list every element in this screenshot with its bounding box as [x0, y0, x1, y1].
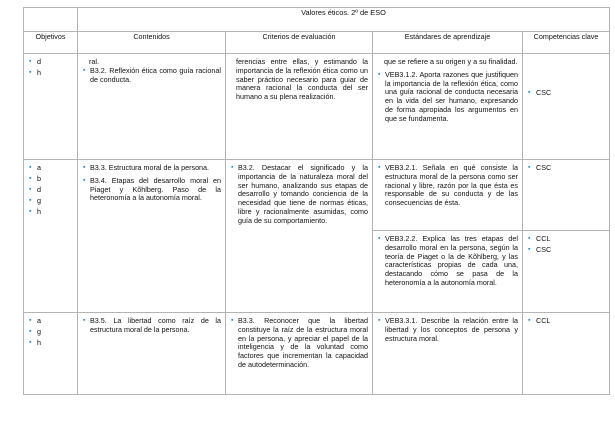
- bullet-icon: ▪: [528, 246, 531, 253]
- competencias-cell: [523, 231, 610, 313]
- estandares-cell: [373, 54, 523, 160]
- bullet-icon: ▪: [528, 164, 531, 171]
- bullet-icon: ▪: [83, 164, 86, 171]
- list-item: ▪ VEB3.2.1. Señala en qué consiste la estructura moral de la persona como ser racional y libre, razón por la que ésta es responsable de su conducta y de las consecuencias de ésta.: [378, 163, 518, 208]
- contenidos-cell: [78, 160, 226, 313]
- bullet-icon: ▪: [83, 317, 86, 324]
- list-item: ▪ B3.2. Destacar el significado y la importancia de la naturaleza moral del ser humano, analizando sus etapas de desarrollo y tomando conciencia de la necesidad que tiene de normas éticas, libre y racionalmente asumidas, como guía de su comportamiento.: [231, 163, 368, 225]
- bullet-icon: ▪: [231, 317, 234, 324]
- bullet-icon: ▪: [378, 317, 381, 324]
- competencias-cell: [523, 313, 610, 395]
- criterio-text: ferencias entre ellas, y estimando la importancia de la reflexión ética como un saber práctico necesario para guiar de manera racional la conducta del ser humano a su plena realización.: [236, 57, 368, 102]
- criterios-cell: [226, 54, 373, 160]
- list-item: ▪ a: [29, 163, 41, 172]
- list-item: ▪ CSC: [528, 163, 552, 172]
- criterios-cell: [226, 313, 373, 395]
- bullet-icon: ▪: [378, 164, 381, 171]
- list-item: ▪ b: [29, 174, 41, 183]
- competencias-cell: [523, 160, 610, 231]
- estandares-cell: [373, 313, 523, 395]
- header-estandares: Estándares de aprendizaje: [373, 32, 523, 54]
- list-item: ▪ B3.2. Reflexión ética como guía racional de conducta.: [83, 65, 221, 84]
- bullet-icon: ▪: [29, 208, 32, 215]
- bullet-icon: ▪: [29, 197, 32, 204]
- bullet-icon: ▪: [29, 58, 32, 65]
- list-item: ▪ h: [29, 68, 41, 77]
- header-objetivos: Objetivos: [24, 32, 78, 54]
- list-item: ▪ a: [29, 316, 41, 325]
- table-row: [24, 313, 610, 395]
- empty-corner-cell: [24, 8, 78, 32]
- bullet-icon: ▪: [29, 164, 32, 171]
- list-item: ▪ B3.3. Reconocer que la libertad constituye la raíz de la estructura moral en la persona, y apreciar el papel de la inteligencia y de la voluntad como factores que incrementan la capacidad de autodeterminación.: [231, 316, 368, 369]
- bullet-icon: ▪: [528, 317, 531, 324]
- table-row: [24, 54, 610, 160]
- bullet-icon: ▪: [29, 175, 32, 182]
- header-competencias: Competencias clave: [523, 32, 610, 54]
- bullet-icon: ▪: [29, 317, 32, 324]
- bullet-icon: ▪: [528, 235, 531, 242]
- list-item: ▪ B3.3. Estructura moral de la persona.: [83, 163, 210, 172]
- estandares-cell: [373, 160, 523, 231]
- bullet-icon: ▪: [528, 89, 531, 96]
- bullet-icon: ▪: [378, 235, 381, 242]
- list-item: ▪ d: [29, 57, 41, 66]
- list-item: ▪ VEB3.3.1. Describe la relación entre la libertad y los conceptos de persona y estructura moral.: [378, 316, 518, 343]
- table-row: [24, 160, 610, 231]
- header-contenidos: Contenidos: [78, 32, 226, 54]
- bullet-icon: ▪: [29, 69, 32, 76]
- bullet-icon: ▪: [29, 328, 32, 335]
- objetivos-cell: [24, 160, 78, 313]
- list-item: ▪ VEB3.2.2. Explica las tres etapas del desarrollo moral en la persona, según la teoría de Piaget o la de Kõhlberg, y las características propias de cada una, destacando cómo se pasa de la heteronomía a la autonomía moral.: [378, 234, 518, 287]
- list-item: ▪ g: [29, 196, 41, 205]
- list-item: ▪ h: [29, 207, 41, 216]
- contenidos-cell: [78, 313, 226, 395]
- list-item: ▪ CCL: [528, 316, 551, 325]
- list-item: ▪ B3.4. Etapas del desarrollo moral en Piaget y Kõhlberg. Paso de la heteronomía a la autonomía moral.: [83, 175, 221, 203]
- contenido-continuation: ral.: [89, 57, 99, 66]
- criterios-cell: [226, 160, 373, 313]
- header-criterios: Criterios de evaluación: [226, 32, 373, 54]
- bullet-icon: ▪: [231, 164, 234, 171]
- list-item: ▪ VEB3.1.2. Aporta razones que justifiquen la importancia de la reflexión ética, como una guía racional de conducta necesaria en la vida del ser humano, expresando de forma apropiada los argumentos en que se fundamenta.: [378, 69, 518, 123]
- estandares-cell: [373, 231, 523, 313]
- list-item: ▪ B3.5. La libertad como raíz de la estructura moral de la persona.: [83, 316, 221, 334]
- table-title: Valores éticos. 2º de ESO: [78, 8, 610, 32]
- bullet-icon: ▪: [83, 66, 86, 74]
- curriculum-table: [23, 7, 610, 395]
- list-item: ▪ h: [29, 338, 41, 347]
- objetivos-cell: [24, 313, 78, 395]
- bullet-icon: ▪: [29, 186, 32, 193]
- list-item: ▪ g: [29, 327, 41, 336]
- objetivos-cell: [24, 54, 78, 160]
- list-item: ▪ CCL: [528, 234, 551, 243]
- competencias-cell: [523, 54, 610, 160]
- estandar-continuation: que se refiere a su origen y a su finalidad.: [384, 57, 518, 66]
- bullet-icon: ▪: [29, 339, 32, 346]
- list-item: ▪ CSC: [528, 245, 552, 254]
- bullet-icon: ▪: [83, 176, 86, 184]
- list-item: ▪ CSC: [528, 88, 552, 97]
- bullet-icon: ▪: [378, 70, 381, 78]
- list-item: ▪ d: [29, 185, 41, 194]
- contenidos-cell: [78, 54, 226, 160]
